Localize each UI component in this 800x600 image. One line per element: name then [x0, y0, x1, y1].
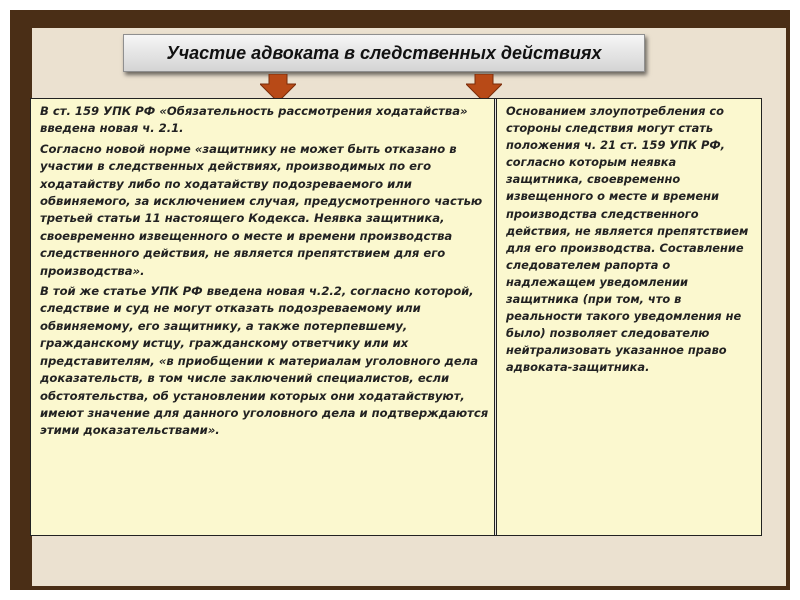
column-divider [494, 99, 497, 535]
title-banner [123, 34, 645, 72]
left-paragraph: Согласно новой норме «защитнику не может быть отказано в участии в следственных действиях, производимых по его ходатайству либо по ходатайству подозреваемого или обвиняемого, за исключением случая, предусмотренного частью третьей статьи 11 настоящего Кодекса. Неявка защитника, своевременно извещенного о месте и времени производства следственного действия, не является препятствием для его производства». [40, 141, 483, 278]
left-paragraph: В той же статье УПК РФ введена новая ч.2.2, согласно которой, следствие и суд не могут отказать подозреваемому или обвиняемому, его защитнику, а также потерпевшему, гражданскому истцу, гражданскому ответчику или их представителям, «в приобщении к материалам уголовного дела доказательств, в том числе заключений специалистов, если обстоятельства, об установлении которых они ходатайствуют, имеют значение для данного уголовного дела и подтверждаются этими доказательствами». [40, 284, 489, 438]
right-column [506, 103, 756, 380]
content-table [30, 98, 762, 536]
slide-title: Участие адвоката в следственных действиях [166, 42, 602, 63]
left-column [40, 103, 490, 443]
right-paragraph: Основанием злоупотребления со стороны следствия могут стать положения ч. 21 ст. 159 УПК РФ, согласно которым неявка защитника, своевременно извещенного о месте и времени производства следственного действия, не является препятствием для его производства. Составление следователем рапорта о надлежащем уведомлении защитника (при том, что в реальности такого уведомления не было) позволяет следователю нейтрализовать указанное право адвоката-защитника. [506, 104, 749, 375]
left-paragraph: В ст. 159 УПК РФ «Обязательность рассмотрения ходатайства» введена новая ч. 2.1. [40, 104, 468, 136]
